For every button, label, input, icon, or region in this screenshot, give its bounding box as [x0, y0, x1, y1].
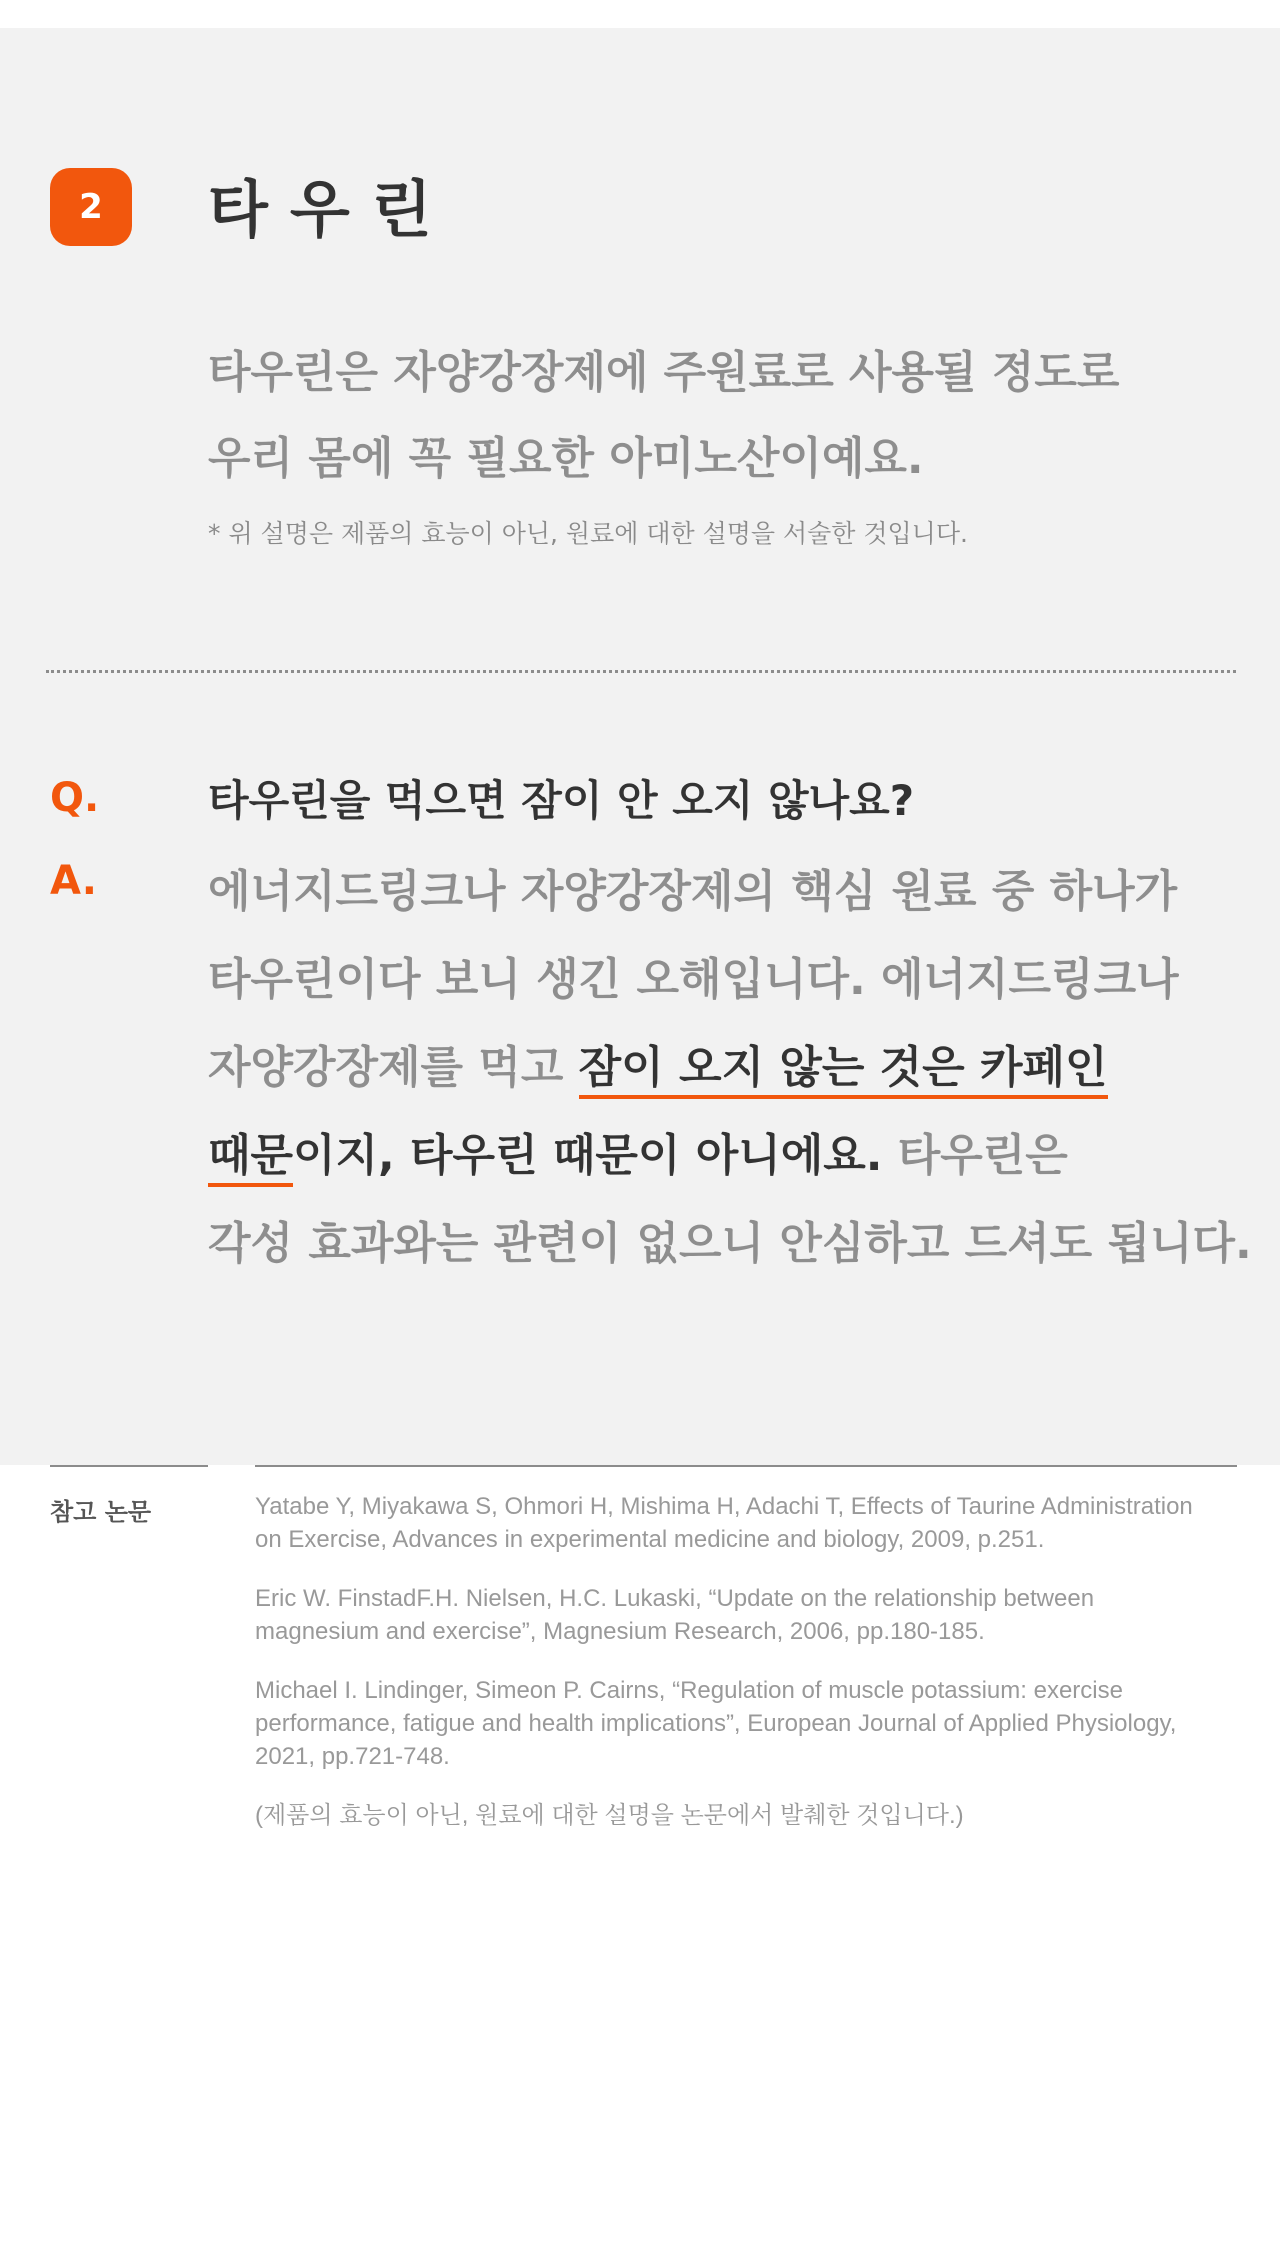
intro-line: 타우린은 자양강장제에 주원료로 사용될 정도로 — [208, 347, 1120, 398]
section-title: 타우린 — [208, 173, 454, 246]
answer-line: 타우린이다 보니 생긴 오해입니다. 에너지드링크나 — [208, 954, 1179, 1005]
section-intro — [208, 330, 1208, 502]
answer-line: 각성 효과와는 관련이 없으니 안심하고 드셔도 됩니다. — [208, 1218, 1252, 1269]
references-label: 참고 논문 — [50, 1498, 152, 1526]
references-rule-right — [255, 1465, 1237, 1467]
answer-line — [208, 1112, 1268, 1200]
question-marker: Q. — [50, 775, 100, 821]
reference-item: Michael I. Lindinger, Simeon P. Cairns, “Regulation of muscle potassium: exercise performance, fatigue and health implications”, European Journal of Applied Physiology, 2021, pp.721-748. — [255, 1677, 1177, 1770]
answer-text — [208, 848, 1268, 1288]
answer-line: 에너지드링크나 자양강장제의 핵심 원료 중 하나가 — [208, 866, 1178, 917]
answer-line — [208, 1024, 1268, 1112]
answer-emphasis: 잠이 오지 않는 것은 카페인 — [579, 1042, 1108, 1099]
references-disclaimer: (제품의 효능이 아닌, 원료에 대한 설명을 논문에서 발췌한 것입니다.) — [255, 1802, 964, 1829]
references-list — [255, 1490, 1195, 1858]
answer-dark: 이지, 타우린 때문이 아니에요. — [293, 1130, 883, 1181]
reference-item: Eric W. FinstadF.H. Nielsen, H.C. Lukaski, “Update on the relationship between magnesium and exercise”, Magnesium Research, 2006, pp.180-185. — [255, 1585, 1095, 1645]
references-rule-left — [50, 1465, 208, 1467]
dotted-divider — [46, 670, 1236, 673]
section-number-badge: 2 — [50, 168, 132, 246]
answer-emphasis: 때문 — [208, 1130, 293, 1187]
answer-plain: 자양강장제를 먹고 — [208, 1042, 579, 1093]
question-text: 타우린을 먹으면 잠이 안 오지 않나요? — [208, 776, 915, 825]
intro-line: 우리 몸에 꼭 필요한 아미노산이예요. — [208, 433, 924, 484]
answer-marker: A. — [50, 858, 97, 904]
reference-item: Yatabe Y, Miyakawa S, Ohmori H, Mishima H, Adachi T, Effects of Taurine Administration on Exercise, Advances in experimental medicine and biology, 2009, p.251. — [255, 1493, 1193, 1553]
answer-plain: 타우린은 — [882, 1130, 1068, 1181]
intro-note: * 위 설명은 제품의 효능이 아닌, 원료에 대한 설명을 서술한 것입니다. — [208, 519, 968, 548]
